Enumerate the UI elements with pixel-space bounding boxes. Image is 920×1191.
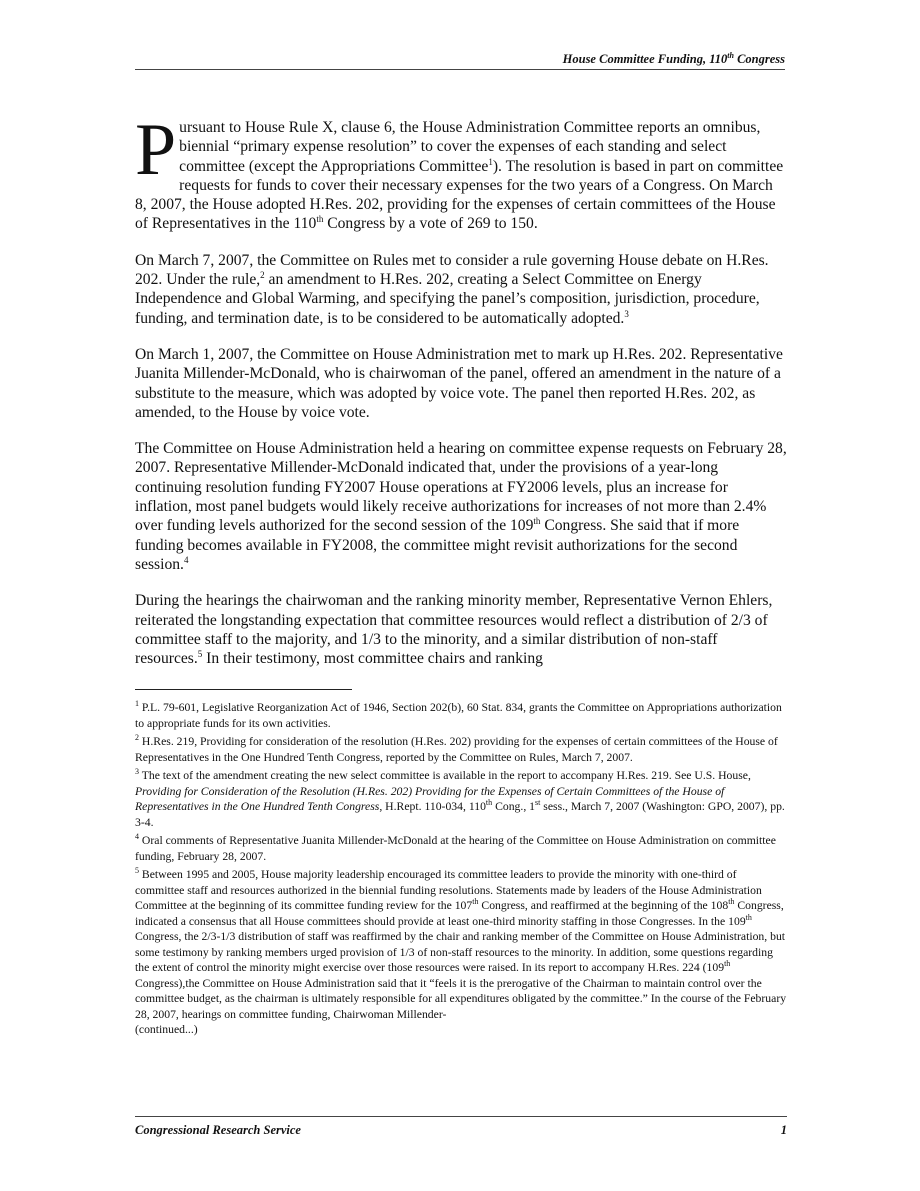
paragraph-2: [135, 251, 787, 328]
ordinal-superscript: th: [745, 912, 752, 922]
ordinal-superscript: th: [316, 214, 324, 225]
body-text: [135, 109, 787, 685]
paragraph-text: On March 7, 2007, the Committee on Rules met to consider a rule governing House debate on H.Res. 202. Under the rule,: [135, 251, 769, 289]
footnote-text: Between 1995 and 2005, House majority leadership encouraged its committee leaders to provide the minority with one-third of committee staff and resources authorized in the biennial funding resolutions. Statements made by leaders of the House Administration Committee at the beginning of its committee funding review for the 107: [135, 868, 762, 912]
footnote-number: 4: [135, 832, 139, 842]
paragraph-text: In their testimony, most committee chairs and ranking: [202, 650, 543, 668]
running-header: [135, 52, 785, 70]
ordinal-superscript: th: [472, 897, 479, 907]
ordinal-superscript: th: [533, 516, 541, 527]
footnote-ref[interactable]: 3: [624, 308, 629, 319]
paragraph-1: [135, 109, 787, 234]
footnote-report-title: Providing for Consideration of the Resolution (H.Res. 202) Providing for the Expenses of Certain Committees of the House of Representatives in the One Hundred Tenth Congress: [135, 784, 725, 813]
footnote-divider: [135, 689, 352, 690]
footnote-number: 3: [135, 767, 139, 777]
ordinal-superscript: th: [728, 897, 735, 907]
footnote-number: 2: [135, 733, 139, 743]
paragraph-5: [135, 591, 787, 668]
ordinal-superscript: th: [724, 959, 731, 969]
footnote-2: [135, 734, 787, 765]
header-superscript: th: [727, 50, 734, 60]
header-title-end: Congress: [733, 52, 785, 66]
drop-cap: P: [135, 109, 177, 191]
footnote-text: Congress, indicated a consensus that all House committees should provide at least one-third minority staffing in those Congresses. In the 109: [135, 899, 784, 928]
paragraph-4: [135, 439, 787, 574]
footnote-text: The text of the amendment creating the new select committee is available in the report to accompany H.Res. 219. See U.S. House,: [139, 769, 751, 782]
footnote-text: Congress, and reaffirmed at the beginning of the 108: [478, 899, 729, 912]
footnote-text: Congress),the Committee on House Administration said that it “feels it is the prerogative of the Chairman to maintain control over the committee budget, as the chairman is ultimately responsible for all expenditures obligated by the committee.” In the course of the February 28, 2007, hearings on committee funding, Chairwoman Millender-: [135, 976, 787, 1021]
footnote-text: sess., March 7, 2007 (Washington: GPO, 2007), pp. 3-4.: [135, 800, 785, 829]
footnote-text: , H.Rept. 110-034, 110: [379, 800, 486, 813]
footnote-text: Oral comments of Representative Juanita Millender-McDonald at the hearing of the Committee on House Administration on committee funding, February 28, 2007.: [135, 834, 776, 863]
footnote-number: 5: [135, 866, 139, 876]
continued-note: (continued...): [135, 1023, 198, 1036]
paragraph-text: Congress. She said that if more funding becomes available in FY2008, the committee might revisit authorizations for the second session.: [135, 517, 740, 573]
paragraph-text: On March 1, 2007, the Committee on House Administration met to mark up H.Res. 202. Representative Juanita Millender-McDonald, who is chairwoman of the panel, offered an amendment in the nature of a substitute to the measure, which was adopted by voice vote. The panel then reported H.Res. 202, as amended, to the House by voice vote.: [135, 345, 783, 421]
page-footer: [135, 1116, 787, 1138]
footnote-4: [135, 833, 787, 864]
paragraph-text: Congress by a vote of 269 to 150.: [323, 215, 538, 233]
footnote-3: [135, 768, 787, 830]
footnote-text: P.L. 79-601, Legislative Reorganization Act of 1946, Section 202(b), 60 Stat. 834, grants the Committee on Appropriations authorization to appropriate funds for its own activities.: [135, 701, 782, 730]
footnote-ref[interactable]: 5: [197, 648, 203, 659]
footer-source: Congressional Research Service: [135, 1123, 301, 1137]
footnote-text: Cong., 1: [492, 800, 536, 813]
footnote-1: [135, 700, 787, 731]
footnote-ref[interactable]: 4: [183, 554, 189, 565]
footnote-text: Congress, the 2/3-1/3 distribution of staff was reaffirmed by the chair and ranking member of the Committee on House Administration, but some testimony by ranking members urged provision of 1/3 of non-staff resources to the minority. In addition, some questions regarding the extent of control the minority might exercise over those resources were raised. In its report to accompany H.Res. 224 (109: [135, 930, 786, 974]
ordinal-superscript: st: [535, 798, 541, 808]
footnote-ref[interactable]: 2: [260, 269, 265, 280]
footnote-number: 1: [135, 699, 139, 709]
header-title: House Committee Funding, 110: [562, 52, 728, 66]
paragraph-text: During the hearings the chairwoman and the ranking minority member, Representative Vernon Ehlers, reiterated the longstanding expectation that committee resources would reflect a distribution of 2/3 of committee staff to the majority, and 1/3 to the minority, and a similar distribution of non-staff resources.: [135, 592, 773, 668]
footnote-5: [135, 867, 787, 1038]
paragraph-text: ursuant to House Rule X, clause 6, the House Administration Committee reports an omnibus, biennial “primary expense resolution” to cover the expenses of each standing and select committee (except the Appropriations Committee: [179, 119, 761, 175]
paragraph-text: an amendment to H.Res. 202, creating a Select Committee on Energy Independence and Global Warming, and specifying the panel’s composition, jurisdiction, procedure, funding, and termination date, is to be considered to be automatically adopted.: [135, 271, 760, 327]
ordinal-superscript: th: [485, 798, 493, 808]
paragraph-text: The Committee on House Administration held a hearing on committee expense requests on February 28, 2007. Representative Millender-McDonald indicated that, under the provisions of a year-long continuing resolution funding FY2007 House operations at FY2006 levels, plus an increase for inflation, most panel budgets would likely receive authorizations for increases of not more than 2.4% over funding levels authorized for the second session of the 109: [135, 440, 787, 535]
footnote-ref[interactable]: 1: [488, 156, 493, 167]
footnotes: [135, 700, 787, 1041]
paragraph-3: [135, 345, 787, 422]
footnote-text: H.Res. 219, Providing for consideration of the resolution (H.Res. 202) providing for the expenses of certain committees of the House of Representatives in the One Hundred Tenth Congress, reported by the Committee on Rules, March 7, 2007.: [135, 735, 778, 764]
paragraph-text: ). The resolution is based in part on committee requests for funds to cover their necessary expenses for the two years of a Congress. On March 8, 2007, the House adopted H.Res. 202, providing for the expenses of certain committees of the House of Representatives in the 110: [135, 157, 784, 233]
page-number: 1: [780, 1123, 787, 1137]
